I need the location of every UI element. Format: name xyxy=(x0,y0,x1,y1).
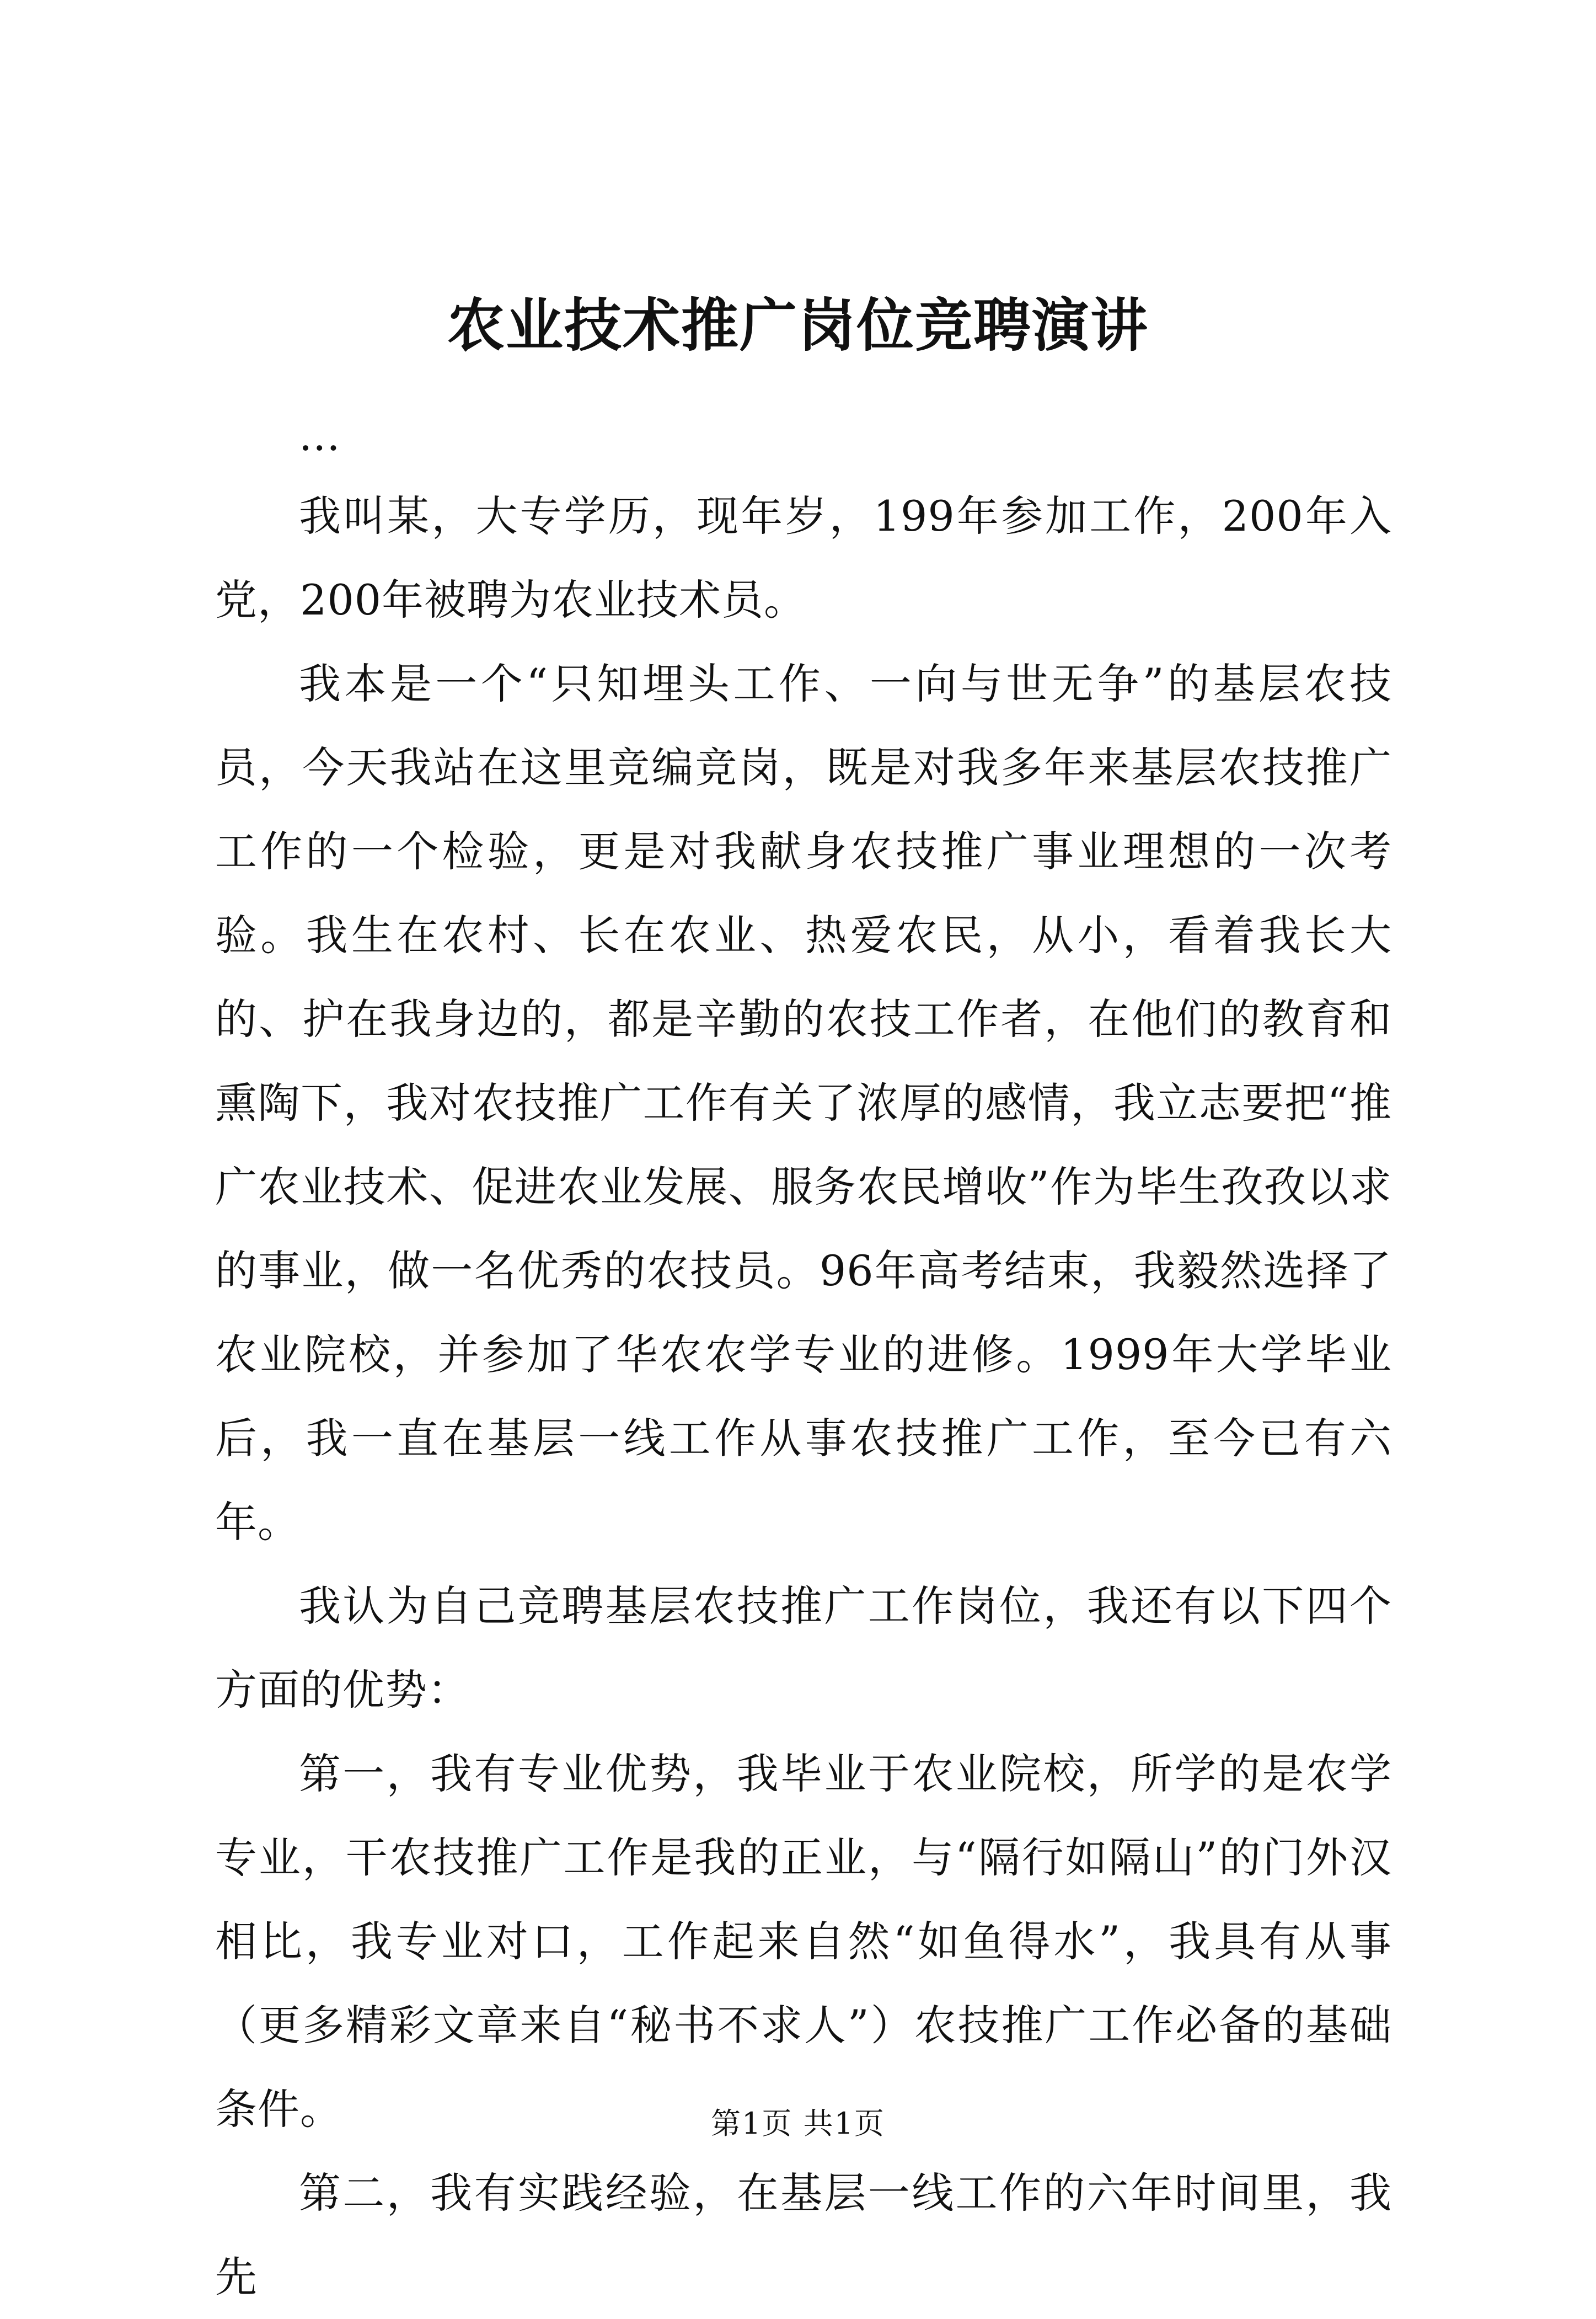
paragraph-background: 我本是一个“只知埋头工作、一向与世无争”的基层农技员，今天我站在这里竞编竞岗，既是对我多年来基层农技推广工作的一个检验，更是对我献身农技推广事业理想的一次考验。我生在农村、长在农业、热爱农民，从小，看着我长大的、护在我身边的，都是辛勤的农技工作者，在他们的教育和熏陶下，我对农技推广工作有关了浓厚的感情，我立志要把“推广农业技术、促进农业发展、服务农民增收”作为毕生孜孜以求的事业，做一名优秀的农技员。96年高考结束，我毅然选择了农业院校，并参加了华农农学专业的进修。1999年大学毕业后，我一直在基层一线工作从事农技推广工作，至今已有六年。 xyxy=(215,659,1392,1547)
document-title: 农业技术推广岗位竞聘演讲 xyxy=(447,291,1149,359)
paragraph-advantage-first: 第一，我有专业优势，我毕业于农业院校，所学的是农学专业，干农技推广工作是我的正业，与“隔行如隔山”的门外汉相比，我专业对口，工作起来自然“如鱼得水”，我具有从事（更多精彩文章来自“秘书不求人”）农技推广工作必备的基础条件。 xyxy=(215,1749,1392,2134)
paragraph-introduction: 我叫某，大专学历，现年岁，199年参加工作，200年入党，200年被聘为农业技术员。 xyxy=(215,491,1392,624)
paragraph-advantage-second: 第二，我有实践经验，在基层一线工作的六年时间里，我先 xyxy=(215,2168,1392,2301)
document-body xyxy=(215,397,1392,2319)
ellipsis-paragraph: ... xyxy=(299,411,341,460)
paragraph-advantages-intro: 我认为自己竞聘基层农技推广工作岗位，我还有以下四个方面的优势： xyxy=(215,1581,1392,1714)
page-footer: 第1页 共1页 xyxy=(711,2106,885,2141)
